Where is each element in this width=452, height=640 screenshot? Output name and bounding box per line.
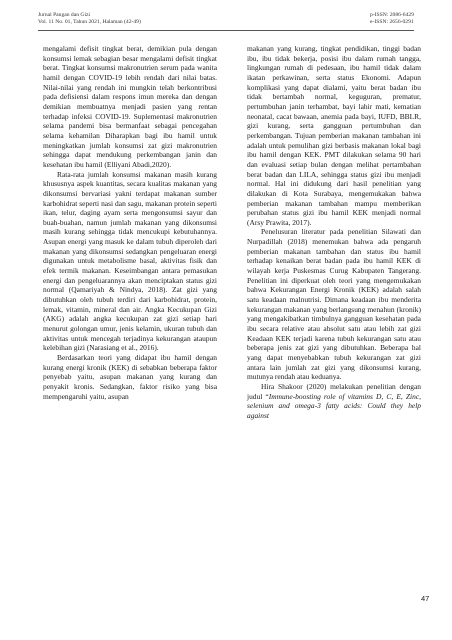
journal-volume: Vol. 11 No. 01, Tahun 2021, Halaman (42-49) [38, 19, 141, 26]
journal-info [38, 12, 141, 26]
paragraph: Berdasarkan teori yang didapat ibu hamil dengan kurang energi kronik (KEK) di sebabkan beberapa faktor penyebab yaitu, asupan makanan yang kurang dan penyakit kronis. Sedangkan, faktor risiko yang bisa mempengaruhi yaitu, asupan [43, 353, 217, 401]
paragraph-text: Hira Shakoor (2020) melakukan penelitian dengan judul “ [247, 381, 421, 401]
paragraph: Penelusuran literatur pada penelitian Silawati dan Nurpadillah (2018) menemukan bahwa ada pengaruh pemberian makanan tambahan dan status ibu hamil terhadap kenaikan berat badan pada ibu hamil KEK di wilayah kerja Puskesmas Curug Kabupaten Tangerang. Penelitian ini diperkuat oleh teori yang mengemukakan bahwa Kekurangan Energi Kronik (KEK) adalah salah satu keadaan malnutrisi. Dimana keadaan ibu menderita kekurangan makanan yang berlangsung menahun (kronik) yang mengakibatkan timbulnya gangguan kesehatan pada ibu secara relative atau absolut satu atau lebih zat gizi Keadaan KEK terjadi karena tubuh kekurangan satu atau beberapa jenis zat gizi yang dibutuhkan. Beberapa hal yang dapat menyebabkan tubuh kekurangan zat gizi antara lain jumlah zat gizi yang dikonsumsi kurang, mutunya rendah atau keduanya. [247, 227, 421, 382]
issn-info [370, 12, 414, 26]
issn-print: p-ISSN: 2086-6429 [370, 12, 414, 18]
journal-name: Jurnal Pangan dan Gizi [38, 12, 91, 18]
right-column [247, 44, 421, 421]
journal-header [38, 12, 414, 32]
left-column [43, 44, 217, 401]
paragraph: makanan yang kurang, tingkat pendidikan, tinggi badan ibu, ibu tidak bekerja, posisi ibu dalam rumah tangga, lingkungan rumah di pedesaan, ibu hamil tidak dalam ikatan perkawinan, serta status Ekonomi. Adapun komplikasi yang dapat dialami, yaitu berat badan ibu tidak bertambah normal, keguguran, prematur, pertumbuhan janin terhambat, bayi lahir mati, kematian neonatal, cacat bawaan, anemia pada bayi, IUFD, BBLR, gizi kurang, serta gangguan pertumbuhan dan perkembangan. Tujuan pemberian makanan tambahan ini adalah untuk pemulihan gizi berbasis makanan lokal bagi ibu hamil dengan KEK. PMT dilakukan selama 90 hari dan evaluasi setiap bulan dengan melihat pertambahan berat badan dan LILA, sehingga status gizi ibu menjadi normal. Hal ini didukung dari hasil penelitian yang dilakukan di Kota Surabaya, mengemukakan bahwa pemberian makanan tambahan mampu memberikan perubahan status gizi ibu hamil KEK menjadi normal (Arsy Prawita, 2017). [247, 44, 421, 227]
issn-online: e-ISSN: 2656-0291 [370, 19, 414, 26]
paragraph: mengalami defisit tingkat berat, demikian pula dengan konsumsi lemak sebagian besar mengalami defisit tingkat berat. Tingkat konsumsi makronutrien serum pada wanita hamil dengan COVID-19 lebih rendah dari nilai batas. Nilai-nilai yang rendah ini mungkin telah berkontribusi pada defisiensi dalam respons imun mereka dan dengan demikian membuatnya menjadi pasien yang rentan terhadap infeksi COVID-19. Suplementasi makronutrien selama pandemi bisa bermanfaat sebagai pencegahan selama kehamilan Diharapkan bagi ibu hamil untuk meningkatkan jumlah konsumsi zat gizi makronutrien sehingga dapat mendukung perkembangan janin dan kesehatan ibu hamil (Elliyani Abadi,2020). [43, 44, 217, 169]
paragraph [247, 382, 421, 421]
paragraph: Rata-rata jumlah konsumsi makanan masih kurang khususnya aspek kuantitas, secara kualitas makanan yang dikonsumsi bervariasi yakni terdapat makanan sumber karbohidrat seperti nasi dan sagu, makanan protein seperti ikan, telur, daging ayam serta mengonsumsi sayur dan buah-buahan, namun jumlah makanan yang dikonsumsi masih kurang sehingga tidak mencukupi kebutuhannya. Asupan energi yang masuk ke dalam tubuh diperoleh dari makanan yang dikonsumsi sedangkan pengeluaran energi digunakan untuk metabolisme basal, aktivitas fisik dan efek termik makanan. Keseimbangan antara pemasukan energi dan pengeluarannya akan menciptakan status gizi normal (Qamariyah & Nindya, 2018). Zat gizi yang dibutuhkan oleh tubuh terdiri dari karbohidrat, protein, lemak, vitamin, mineral dan air. Angka Kecukupan Gizi (AKG) adalah angka kecukupan zat gizi setiap hari menurut golongan umur, jenis kelamin, ukuran tubuh dan aktivitas untuk mencegah terjadinya kekurangan ataupun kelebihan gizi (Narasiang et al., 2016). [43, 169, 217, 353]
header-divider [38, 30, 414, 31]
cited-title: Immune-boosting role of vitamins D, C, E, Zinc, selenium and omega-3 fatty acids: Could they help against [247, 391, 421, 420]
page-number: 47 [421, 594, 430, 603]
